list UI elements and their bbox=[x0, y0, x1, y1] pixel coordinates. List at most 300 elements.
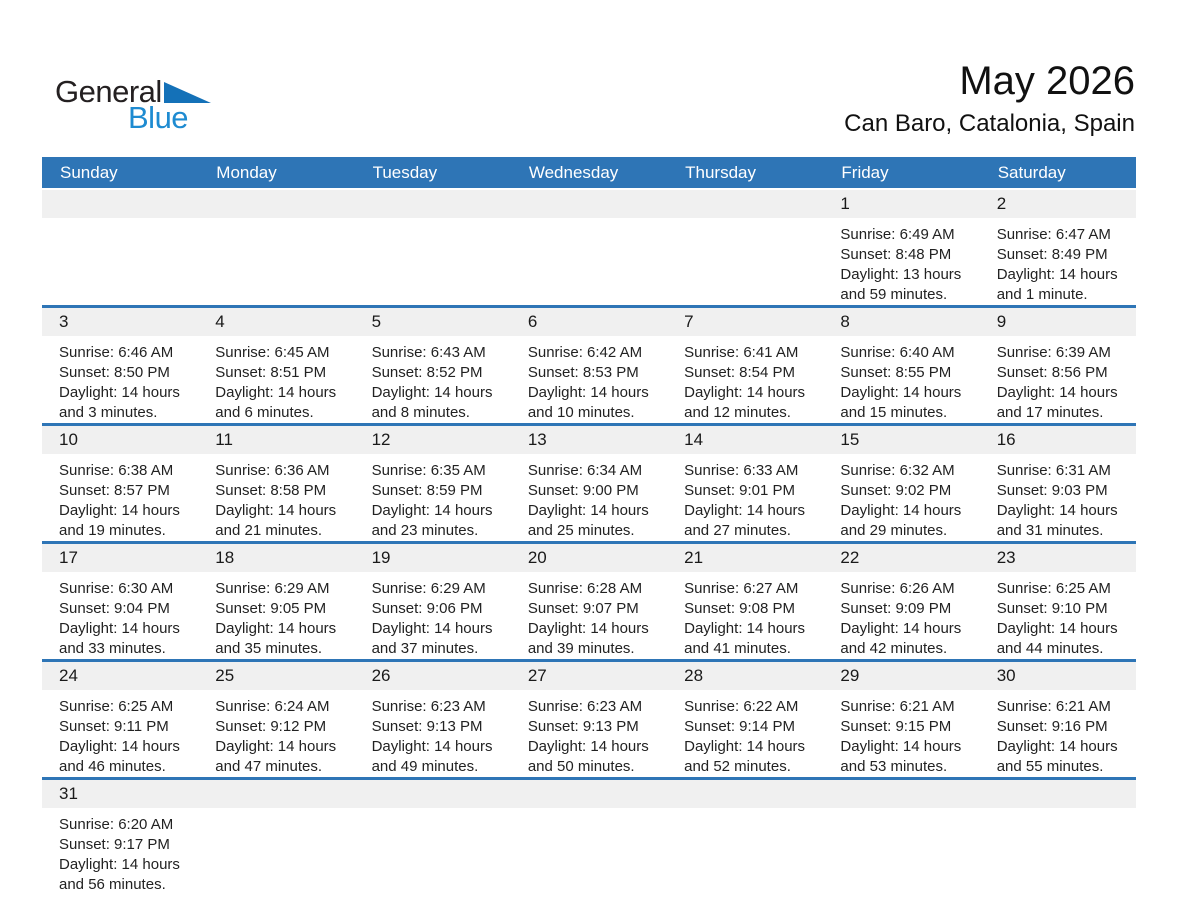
sunrise-text: Sunrise: 6:35 AM bbox=[371, 462, 486, 479]
empty-day-cell bbox=[355, 779, 511, 896]
empty-day-cell bbox=[198, 189, 354, 307]
day-number: 18 bbox=[215, 548, 235, 567]
weekday-header-saturday: Saturday bbox=[980, 157, 1136, 189]
daylight-text-line2: and 6 minutes. bbox=[215, 404, 314, 421]
empty-day-cell bbox=[198, 779, 354, 896]
sunrise-text: Sunrise: 6:26 AM bbox=[840, 580, 955, 597]
empty-day-cell bbox=[823, 779, 979, 896]
daylight-text-line2: and 10 minutes. bbox=[527, 404, 635, 421]
day-cell bbox=[980, 189, 1136, 307]
sunset-text: Sunset: 9:06 PM bbox=[371, 600, 483, 617]
day-info bbox=[42, 808, 198, 895]
daylight-text-line2: and 29 minutes. bbox=[840, 522, 948, 539]
daylight-text-line1: Daylight: 14 hours bbox=[527, 384, 649, 401]
day-info bbox=[355, 218, 511, 225]
day-number-band bbox=[198, 426, 354, 454]
day-number-band bbox=[355, 308, 511, 336]
day-number-band bbox=[511, 544, 667, 572]
day-number: 23 bbox=[996, 548, 1016, 567]
daylight-text-line2: and 25 minutes. bbox=[527, 522, 635, 539]
day-cell bbox=[511, 661, 667, 779]
day-number-band bbox=[198, 662, 354, 690]
daylight-text-line1: Daylight: 14 hours bbox=[684, 502, 806, 519]
daylight-text-line1: Daylight: 14 hours bbox=[527, 502, 649, 519]
daylight-text-line2: and 39 minutes. bbox=[527, 640, 635, 657]
day-info bbox=[198, 808, 354, 815]
sunset-text: Sunset: 9:05 PM bbox=[215, 600, 327, 617]
day-number: 21 bbox=[684, 548, 704, 567]
day-number-band bbox=[198, 780, 354, 808]
sunset-text: Sunset: 9:13 PM bbox=[371, 718, 483, 735]
sunset-text: Sunset: 9:11 PM bbox=[59, 718, 169, 735]
daylight-text-line2: and 27 minutes. bbox=[684, 522, 791, 539]
day-number: 1 bbox=[840, 194, 850, 213]
sunset-text: Sunset: 9:10 PM bbox=[996, 600, 1108, 617]
sunrise-text: Sunrise: 6:31 AM bbox=[996, 462, 1111, 479]
sunset-text: Sunset: 8:54 PM bbox=[684, 364, 796, 381]
day-info bbox=[355, 572, 511, 659]
sunset-text: Sunset: 8:56 PM bbox=[996, 364, 1108, 381]
weekday-header-tuesday: Tuesday bbox=[355, 157, 511, 189]
empty-day-cell bbox=[667, 189, 823, 307]
day-number: 26 bbox=[371, 666, 391, 685]
day-cell bbox=[511, 425, 667, 543]
sunrise-text: Sunrise: 6:49 AM bbox=[840, 226, 955, 243]
day-number: 3 bbox=[59, 312, 69, 331]
sunset-text: Sunset: 8:52 PM bbox=[371, 364, 483, 381]
daylight-text-line1: Daylight: 14 hours bbox=[840, 738, 962, 755]
sunset-text: Sunset: 8:57 PM bbox=[59, 482, 170, 499]
day-cell bbox=[667, 307, 823, 425]
daylight-text-line1: Daylight: 14 hours bbox=[371, 384, 493, 401]
day-info bbox=[823, 336, 979, 423]
day-number-band bbox=[667, 426, 823, 454]
day-info bbox=[198, 690, 354, 777]
day-cell bbox=[823, 307, 979, 425]
daylight-text-line2: and 49 minutes. bbox=[371, 758, 479, 775]
daylight-text-line1: Daylight: 14 hours bbox=[840, 620, 962, 637]
sunrise-text: Sunrise: 6:29 AM bbox=[371, 580, 486, 597]
day-number: 2 bbox=[996, 194, 1007, 213]
empty-day-cell bbox=[511, 779, 667, 896]
day-number-band bbox=[980, 780, 1136, 808]
day-cell bbox=[667, 661, 823, 779]
daylight-text-line2: and 31 minutes. bbox=[996, 522, 1104, 539]
day-info bbox=[667, 218, 823, 225]
day-number-band bbox=[42, 308, 198, 336]
daylight-text-line2: and 50 minutes. bbox=[527, 758, 635, 775]
day-info bbox=[42, 454, 198, 541]
daylight-text-line1: Daylight: 14 hours bbox=[215, 384, 337, 401]
day-cell bbox=[42, 307, 198, 425]
daylight-text-line2: and 17 minutes. bbox=[996, 404, 1104, 421]
day-number-band bbox=[511, 780, 667, 808]
day-cell bbox=[980, 543, 1136, 661]
day-number: 27 bbox=[527, 666, 547, 685]
week-row bbox=[42, 543, 1136, 661]
calendar-table bbox=[42, 157, 1136, 895]
day-number: 6 bbox=[527, 312, 538, 331]
day-number-band bbox=[980, 662, 1136, 690]
sunrise-text: Sunrise: 6:36 AM bbox=[215, 462, 330, 479]
daylight-text-line2: and 1 minute. bbox=[996, 286, 1088, 303]
calendar-body bbox=[42, 189, 1136, 895]
day-cell bbox=[355, 661, 511, 779]
sunset-text: Sunset: 9:02 PM bbox=[840, 482, 952, 499]
day-number-band bbox=[511, 308, 667, 336]
day-info bbox=[667, 336, 823, 423]
sunset-text: Sunset: 9:09 PM bbox=[840, 600, 952, 617]
sunset-text: Sunset: 9:07 PM bbox=[527, 600, 639, 617]
day-number: 10 bbox=[59, 430, 78, 449]
sunrise-text: Sunrise: 6:38 AM bbox=[59, 462, 174, 479]
weekday-header-wednesday: Wednesday bbox=[511, 157, 667, 189]
sunrise-text: Sunrise: 6:32 AM bbox=[840, 462, 955, 479]
sunset-text: Sunset: 8:50 PM bbox=[59, 364, 170, 381]
day-number-band bbox=[42, 426, 198, 454]
day-info bbox=[198, 454, 354, 541]
daylight-text-line1: Daylight: 14 hours bbox=[527, 738, 649, 755]
empty-day-cell bbox=[667, 779, 823, 896]
day-number: 14 bbox=[684, 430, 704, 449]
sunrise-text: Sunrise: 6:47 AM bbox=[996, 226, 1111, 243]
sunset-text: Sunset: 9:12 PM bbox=[215, 718, 327, 735]
sunset-text: Sunset: 9:16 PM bbox=[996, 718, 1108, 735]
day-number-band bbox=[355, 190, 511, 218]
sunrise-text: Sunrise: 6:40 AM bbox=[840, 344, 955, 361]
sunrise-text: Sunrise: 6:33 AM bbox=[684, 462, 799, 479]
daylight-text-line2: and 8 minutes. bbox=[371, 404, 470, 421]
sunrise-text: Sunrise: 6:42 AM bbox=[527, 344, 643, 361]
empty-day-cell bbox=[42, 189, 198, 307]
day-number-band bbox=[667, 308, 823, 336]
day-cell bbox=[198, 307, 354, 425]
day-number: 8 bbox=[840, 312, 850, 331]
day-number-band bbox=[198, 544, 354, 572]
day-number-band bbox=[667, 780, 823, 808]
daylight-text-line2: and 19 minutes. bbox=[59, 522, 166, 539]
day-number: 30 bbox=[996, 666, 1016, 685]
day-info bbox=[667, 454, 823, 541]
day-number-band bbox=[823, 662, 979, 690]
day-info bbox=[511, 808, 667, 815]
day-info bbox=[511, 218, 667, 225]
weekday-header-row bbox=[42, 157, 1136, 189]
daylight-text-line2: and 3 minutes. bbox=[59, 404, 158, 421]
sunset-text: Sunset: 9:14 PM bbox=[684, 718, 796, 735]
day-info bbox=[511, 336, 667, 423]
daylight-text-line1: Daylight: 14 hours bbox=[996, 620, 1118, 637]
day-cell bbox=[355, 425, 511, 543]
daylight-text-line2: and 41 minutes. bbox=[684, 640, 791, 657]
sunrise-text: Sunrise: 6:34 AM bbox=[527, 462, 643, 479]
day-cell bbox=[980, 307, 1136, 425]
sunset-text: Sunset: 9:17 PM bbox=[59, 836, 170, 853]
sunrise-text: Sunrise: 6:20 AM bbox=[59, 816, 174, 833]
day-info bbox=[980, 218, 1136, 305]
day-cell bbox=[42, 543, 198, 661]
daylight-text-line1: Daylight: 14 hours bbox=[684, 384, 806, 401]
daylight-text-line2: and 42 minutes. bbox=[840, 640, 948, 657]
week-row bbox=[42, 425, 1136, 543]
day-number-band bbox=[511, 190, 667, 218]
day-number-band bbox=[355, 544, 511, 572]
sunrise-text: Sunrise: 6:43 AM bbox=[371, 344, 486, 361]
day-info bbox=[823, 454, 979, 541]
day-number: 24 bbox=[59, 666, 78, 685]
sunrise-text: Sunrise: 6:46 AM bbox=[59, 344, 174, 361]
daylight-text-line2: and 53 minutes. bbox=[840, 758, 948, 775]
daylight-text-line1: Daylight: 14 hours bbox=[59, 620, 180, 637]
daylight-text-line2: and 12 minutes. bbox=[684, 404, 791, 421]
sunrise-text: Sunrise: 6:39 AM bbox=[996, 344, 1111, 361]
sunset-text: Sunset: 9:04 PM bbox=[59, 600, 170, 617]
week-row bbox=[42, 307, 1136, 425]
day-info bbox=[355, 808, 511, 815]
day-cell bbox=[42, 425, 198, 543]
day-number-band bbox=[823, 190, 979, 218]
day-number: 9 bbox=[996, 312, 1007, 331]
sunset-text: Sunset: 8:59 PM bbox=[371, 482, 483, 499]
sunset-text: Sunset: 9:00 PM bbox=[527, 482, 639, 499]
day-number-band bbox=[823, 544, 979, 572]
sunrise-text: Sunrise: 6:27 AM bbox=[684, 580, 799, 597]
sunrise-text: Sunrise: 6:30 AM bbox=[59, 580, 174, 597]
day-info bbox=[511, 454, 667, 541]
day-info bbox=[823, 808, 979, 815]
day-cell bbox=[198, 661, 354, 779]
empty-day-cell bbox=[511, 189, 667, 307]
daylight-text-line2: and 33 minutes. bbox=[59, 640, 166, 657]
sunset-text: Sunset: 8:53 PM bbox=[527, 364, 639, 381]
day-info bbox=[42, 690, 198, 777]
day-number: 13 bbox=[527, 430, 547, 449]
day-cell bbox=[355, 307, 511, 425]
daylight-text-line1: Daylight: 14 hours bbox=[996, 384, 1118, 401]
day-number: 15 bbox=[840, 430, 860, 449]
day-info bbox=[198, 336, 354, 423]
day-cell bbox=[42, 661, 198, 779]
day-number: 4 bbox=[215, 312, 225, 331]
sunset-text: Sunset: 8:51 PM bbox=[215, 364, 327, 381]
day-cell bbox=[980, 661, 1136, 779]
day-number: 11 bbox=[215, 430, 233, 449]
day-info bbox=[355, 690, 511, 777]
day-info bbox=[42, 218, 198, 225]
location-subtitle: Can Baro, Catalonia, Spain bbox=[844, 110, 1135, 137]
daylight-text-line1: Daylight: 14 hours bbox=[527, 620, 649, 637]
weekday-header-friday: Friday bbox=[823, 157, 979, 189]
day-number-band bbox=[42, 544, 198, 572]
logo-text-general: General bbox=[55, 74, 162, 109]
sunset-text: Sunset: 9:15 PM bbox=[840, 718, 952, 735]
day-number-band bbox=[980, 308, 1136, 336]
day-info bbox=[980, 336, 1136, 423]
day-cell bbox=[511, 543, 667, 661]
day-number: 7 bbox=[684, 312, 694, 331]
daylight-text-line2: and 56 minutes. bbox=[59, 876, 166, 893]
day-number-band bbox=[980, 426, 1136, 454]
sunset-text: Sunset: 8:55 PM bbox=[840, 364, 952, 381]
day-number-band bbox=[667, 662, 823, 690]
sunset-text: Sunset: 9:03 PM bbox=[996, 482, 1108, 499]
sunrise-text: Sunrise: 6:24 AM bbox=[215, 698, 330, 715]
day-number: 12 bbox=[371, 430, 391, 449]
daylight-text-line2: and 21 minutes. bbox=[215, 522, 323, 539]
daylight-text-line2: and 52 minutes. bbox=[684, 758, 791, 775]
daylight-text-line2: and 47 minutes. bbox=[215, 758, 323, 775]
day-number-band bbox=[823, 308, 979, 336]
day-cell bbox=[198, 543, 354, 661]
day-cell bbox=[823, 425, 979, 543]
day-number: 28 bbox=[684, 666, 704, 685]
daylight-text-line1: Daylight: 14 hours bbox=[215, 738, 337, 755]
sunset-text: Sunset: 9:01 PM bbox=[684, 482, 796, 499]
sunrise-text: Sunrise: 6:23 AM bbox=[371, 698, 486, 715]
daylight-text-line1: Daylight: 14 hours bbox=[59, 384, 180, 401]
sunrise-text: Sunrise: 6:28 AM bbox=[527, 580, 643, 597]
daylight-text-line1: Daylight: 14 hours bbox=[996, 266, 1118, 283]
weekday-header-monday: Monday bbox=[198, 157, 354, 189]
day-number-band bbox=[511, 662, 667, 690]
daylight-text-line2: and 55 minutes. bbox=[996, 758, 1104, 775]
day-number-band bbox=[511, 426, 667, 454]
sunrise-text: Sunrise: 6:23 AM bbox=[527, 698, 643, 715]
day-number-band bbox=[667, 544, 823, 572]
logo-text-blue: Blue bbox=[128, 100, 189, 135]
day-cell bbox=[42, 779, 198, 896]
day-number-band bbox=[823, 780, 979, 808]
day-number-band bbox=[198, 308, 354, 336]
day-number-band bbox=[667, 190, 823, 218]
day-cell bbox=[823, 189, 979, 307]
day-cell bbox=[667, 543, 823, 661]
daylight-text-line1: Daylight: 13 hours bbox=[840, 266, 962, 283]
day-number: 19 bbox=[371, 548, 391, 567]
day-info bbox=[980, 572, 1136, 659]
daylight-text-line1: Daylight: 14 hours bbox=[215, 502, 337, 519]
day-cell bbox=[198, 425, 354, 543]
day-info bbox=[980, 690, 1136, 777]
day-info bbox=[823, 572, 979, 659]
daylight-text-line1: Daylight: 14 hours bbox=[840, 502, 962, 519]
day-number-band bbox=[42, 780, 198, 808]
day-info bbox=[823, 690, 979, 777]
sunrise-text: Sunrise: 6:25 AM bbox=[996, 580, 1111, 597]
page-header bbox=[844, 58, 1135, 139]
day-cell bbox=[980, 425, 1136, 543]
sunrise-text: Sunrise: 6:25 AM bbox=[59, 698, 174, 715]
day-number: 20 bbox=[527, 548, 547, 567]
day-info bbox=[42, 336, 198, 423]
day-info bbox=[355, 454, 511, 541]
daylight-text-line2: and 37 minutes. bbox=[371, 640, 479, 657]
day-info bbox=[667, 572, 823, 659]
day-number-band bbox=[42, 190, 198, 218]
general-blue-logo bbox=[55, 76, 211, 133]
daylight-text-line1: Daylight: 14 hours bbox=[996, 502, 1118, 519]
day-info bbox=[980, 808, 1136, 815]
day-info bbox=[980, 454, 1136, 541]
daylight-text-line1: Daylight: 14 hours bbox=[996, 738, 1118, 755]
day-number: 16 bbox=[996, 430, 1016, 449]
sunrise-text: Sunrise: 6:22 AM bbox=[684, 698, 799, 715]
daylight-text-line1: Daylight: 14 hours bbox=[684, 738, 806, 755]
day-number: 5 bbox=[371, 312, 382, 331]
week-row bbox=[42, 661, 1136, 779]
day-cell bbox=[355, 543, 511, 661]
daylight-text-line2: and 46 minutes. bbox=[59, 758, 166, 775]
daylight-text-line2: and 35 minutes. bbox=[215, 640, 323, 657]
day-cell bbox=[823, 543, 979, 661]
day-number: 29 bbox=[840, 666, 860, 685]
day-number-band bbox=[823, 426, 979, 454]
daylight-text-line2: and 44 minutes. bbox=[996, 640, 1104, 657]
daylight-text-line1: Daylight: 14 hours bbox=[59, 856, 180, 873]
sunset-text: Sunset: 8:48 PM bbox=[840, 246, 952, 263]
day-number-band bbox=[980, 544, 1136, 572]
day-cell bbox=[667, 425, 823, 543]
daylight-text-line1: Daylight: 14 hours bbox=[371, 620, 493, 637]
day-info bbox=[355, 336, 511, 423]
daylight-text-line1: Daylight: 14 hours bbox=[215, 620, 337, 637]
sunrise-text: Sunrise: 6:21 AM bbox=[996, 698, 1111, 715]
day-number-band bbox=[355, 662, 511, 690]
day-info bbox=[667, 690, 823, 777]
empty-day-cell bbox=[355, 189, 511, 307]
daylight-text-line1: Daylight: 14 hours bbox=[371, 502, 493, 519]
sunrise-text: Sunrise: 6:21 AM bbox=[840, 698, 955, 715]
daylight-text-line1: Daylight: 14 hours bbox=[840, 384, 962, 401]
day-number-band bbox=[42, 662, 198, 690]
day-number: 25 bbox=[215, 666, 235, 685]
week-row bbox=[42, 779, 1136, 896]
weekday-header-thursday: Thursday bbox=[667, 157, 823, 189]
weekday-header-sunday: Sunday bbox=[42, 157, 198, 189]
month-title: May 2026 bbox=[959, 59, 1135, 103]
day-info bbox=[198, 218, 354, 225]
daylight-text-line1: Daylight: 14 hours bbox=[59, 502, 180, 519]
sunset-text: Sunset: 8:49 PM bbox=[996, 246, 1108, 263]
day-info bbox=[42, 572, 198, 659]
day-info bbox=[667, 808, 823, 815]
day-cell bbox=[823, 661, 979, 779]
empty-day-cell bbox=[980, 779, 1136, 896]
daylight-text-line2: and 23 minutes. bbox=[371, 522, 479, 539]
day-number-band bbox=[355, 780, 511, 808]
daylight-text-line1: Daylight: 14 hours bbox=[371, 738, 493, 755]
day-info bbox=[198, 572, 354, 659]
week-row bbox=[42, 189, 1136, 307]
day-number-band bbox=[198, 190, 354, 218]
daylight-text-line1: Daylight: 14 hours bbox=[684, 620, 806, 637]
day-number-band bbox=[355, 426, 511, 454]
day-number-band bbox=[980, 190, 1136, 218]
sunrise-text: Sunrise: 6:41 AM bbox=[684, 344, 799, 361]
day-number: 31 bbox=[59, 784, 78, 803]
day-cell bbox=[511, 307, 667, 425]
sunrise-text: Sunrise: 6:45 AM bbox=[215, 344, 330, 361]
sunset-text: Sunset: 8:58 PM bbox=[215, 482, 327, 499]
sunrise-text: Sunrise: 6:29 AM bbox=[215, 580, 330, 597]
daylight-text-line1: Daylight: 14 hours bbox=[59, 738, 180, 755]
sunset-text: Sunset: 9:13 PM bbox=[527, 718, 639, 735]
day-number: 17 bbox=[59, 548, 78, 567]
daylight-text-line2: and 59 minutes. bbox=[840, 286, 948, 303]
sunset-text: Sunset: 9:08 PM bbox=[684, 600, 796, 617]
day-info bbox=[823, 218, 979, 305]
day-info bbox=[511, 690, 667, 777]
